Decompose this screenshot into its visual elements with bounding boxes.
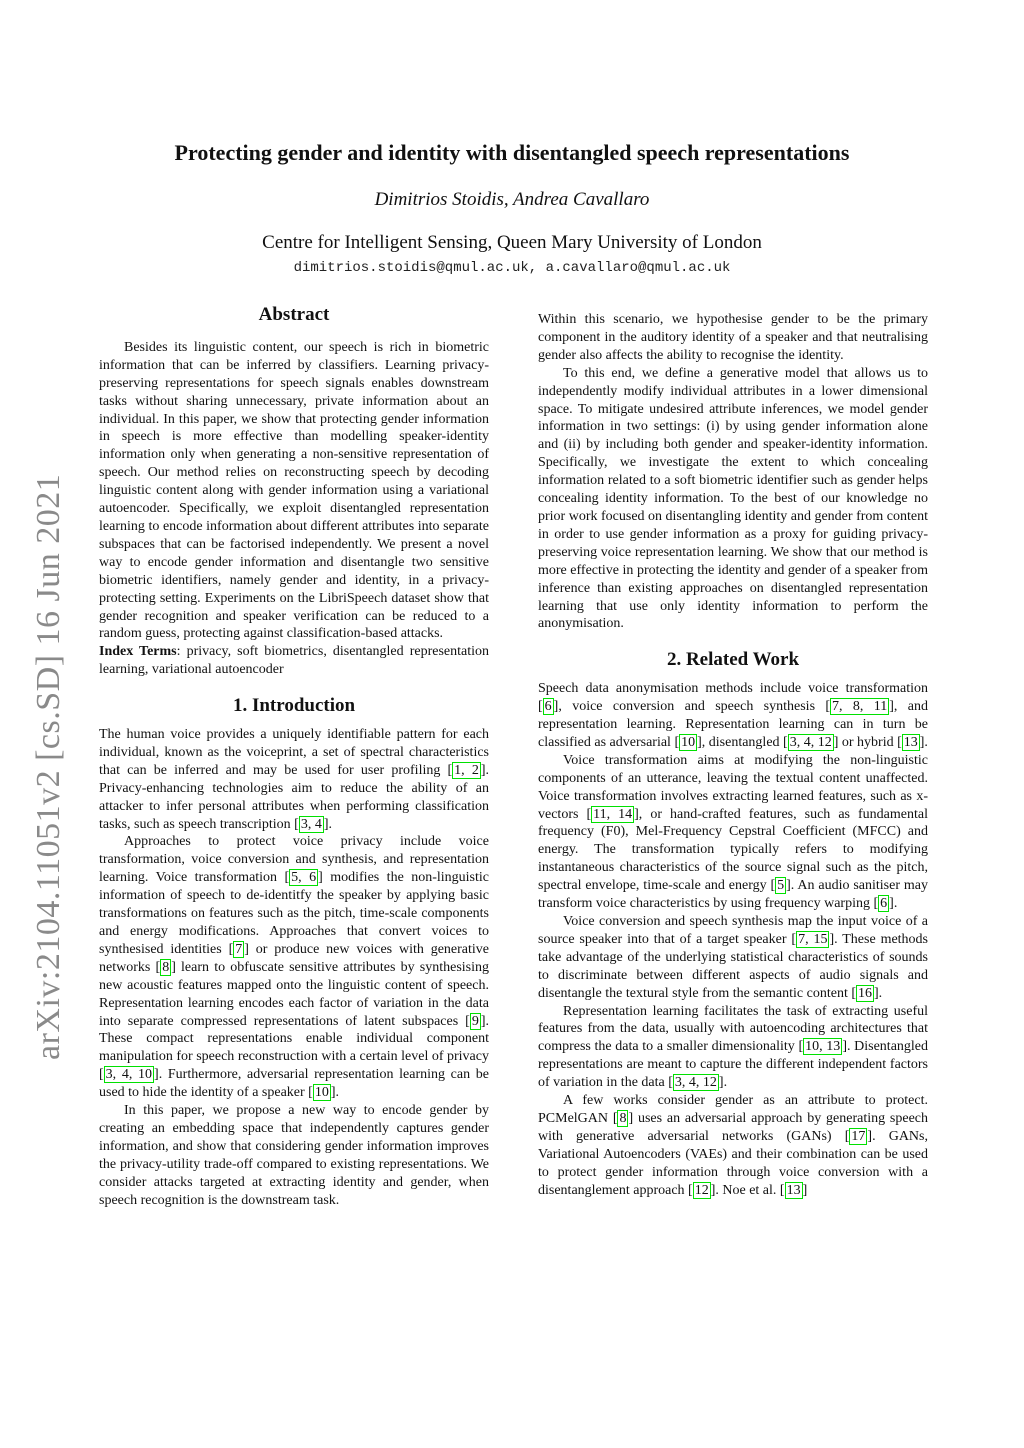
citation-link[interactable]: 5, 6 <box>291 870 317 886</box>
citation-link[interactable]: 16 <box>858 985 873 1001</box>
index-terms-text: : privacy, soft biometrics, disentangled representation learning, variational autoencoder <box>99 644 489 678</box>
citation-link[interactable]: 13 <box>786 1182 801 1198</box>
citation-link[interactable]: 10 <box>681 734 696 750</box>
citation-link[interactable]: 10 <box>314 1085 329 1101</box>
citation-link[interactable]: 11, 14 <box>593 806 633 822</box>
citation-link[interactable]: 7, 15 <box>798 931 828 947</box>
citation-link[interactable]: 9 <box>471 1013 479 1029</box>
related-paragraph-5: A few works consider gender as an attribute to protect. PCMelGAN [ 8 ] uses an adversarial approach by generating speech with generative adversarial networks (GANs) [ 17 ]. GANs, Variational Autoencoders (VAEs) and their combination can be used to protect gender information through voice conversion with a disentanglement approach [ 12 ]. Noe et al. [ 13 ] <box>538 1093 929 1198</box>
citation-link[interactable]: 13 <box>903 734 918 750</box>
citation-link[interactable]: 3, 4, 10 <box>105 1067 153 1083</box>
section-heading-related-work: 2. Related Work <box>666 649 800 671</box>
paper-affiliation: Centre for Intelligent Sensing, Queen Mary University of London <box>262 232 762 253</box>
section-heading-introduction: 1. Introduction <box>232 695 356 717</box>
citation-link[interactable]: 5 <box>777 878 785 894</box>
citation-link[interactable]: 3, 4 <box>300 816 322 832</box>
citation-link[interactable]: 6 <box>544 699 552 715</box>
abstract-heading: Abstract <box>258 304 330 325</box>
index-terms-label: Index Terms <box>99 644 177 660</box>
citation-link[interactable]: 10, 13 <box>805 1039 841 1055</box>
paper-authors: Dimitrios Stoidis, Andrea Cavallaro <box>374 189 650 210</box>
citation-link[interactable]: 6 <box>880 896 888 912</box>
paper-emails[interactable]: dimitrios.stoidis@qmul.ac.uk, a.cavallaro@qmul.ac.uk <box>293 260 731 276</box>
related-paragraph-4: Representation learning facilitates the task of extracting useful features from the data, usually with autoencoding architectures that compress the data to a smaller dimensionality [ 10, 13 ]. Disentangled representations are meant to capture the different independent factors of variation in the data [ 3, 4, 12 ]. <box>538 1003 929 1091</box>
citation-link[interactable]: 8 <box>162 959 170 975</box>
intro-paragraph-2: Approaches to protect voice privacy include voice transformation, voice conversion and synthesis, and representation learning. Voice transformation [ 5, 6 ] modifies the non-linguistic information of speech to de-identitfy the speaker by applying basic transformations on features such as the pitch, time-scale components and energy modifications. Approaches that convert voices to synthesised identities [ 7 ] or produce new voices with generative networks [ 8 ] learn to obfuscate sensitive attributes by synthesising new acoustic features mapped onto the linguistic content of speech. Representation learning encodes each factor of variation in the data into separate compressed representations of latent subspaces [ 9 ]. These compact representations enable individual component manipulation for speech reconstruction with a certain level of privacy [ 3, 4, 10 ]. Furthermore, adversarial representation learning can be used to hide the identity of a speaker [ 10 ]. <box>99 834 490 1101</box>
citation-link[interactable]: 17 <box>851 1128 866 1144</box>
intro-paragraph-1: The human voice provides a uniquely identifiable pattern for each individual, known as the voiceprint, a set of spectral characteristics that can be inferred and may be used for user profiling [ 1, 2 ]. Privacy-enhancing technologies aim to reduce the ability of an attacker to infer personal attributes when performing classification tasks, such as speech transcription [ 3, 4 ]. <box>99 727 490 832</box>
citation-link[interactable]: 8 <box>619 1110 627 1126</box>
abstract-text: Besides its linguistic content, our speech is rich in biometric information that can be inferred by classifiers. Learning privacy-preserving representations for speech signals enables downstream tasks without sharing unnecessary, private information about an individual. In this paper, we show that protecting gender information in speech is more effective than modelling speaker-identity information only when generating a non-sensitive representation of speech. Our method relies on reconstructing speech by decoding linguistic content along with gender information using a variational autoencoder. Specifically, we exploit disentangled representation learning to encode information about different attributes into separate subspaces that can be factorised independently. We present a novel way to encode gender information and disentangle two sensitive biometric identifiers, namely gender and identity, in a privacy-protecting setting. Experiments on the LibriSpeech dataset show that gender recognition and speaker verification can be reduced to a random guess, protecting against classification-based attacks. <box>99 339 489 642</box>
related-paragraph-2: Voice transformation aims at modifying the non-linguistic components of an utterance, leaving the textual content unaffected. Voice transformation involves extracting learned features, such as x-vectors [ 11, 14 ], or hand-crafted features, such as fundamental frequency (F0), Mel-Frequency Cepstral Coefficient (MFCC) and energy. The transformation typically refers to modifying instantaneous characteristics of the source signal such as the pitch, spectral envelope, time-scale and energy [ 5 ]. An audio sanitiser may transform voice characteristics by using frequency warping [ 6 ]. <box>538 752 928 912</box>
citation-link[interactable]: 7 <box>235 941 243 957</box>
related-paragraph-1: Speech data anonymisation methods include voice transformation [ 6 ], voice conversion and speech synthesis [ 7, 8, 11 ], and representation learning. Representation learning can in turn be classified as adversarial [ 10 ], disentangled [ 3, 4, 12 ] or hybrid [ 13 ]. <box>538 681 928 750</box>
arxiv-stamp: arXiv:2104.11051v2 [cs.SD] 16 Jun 2021 <box>30 473 67 1060</box>
citation-link[interactable]: 3, 4, 12 <box>789 734 832 750</box>
index-terms <box>99 643 489 679</box>
left-column <box>99 306 489 1210</box>
intro-paragraph-4: Within this scenario, we hypothesise gender to be the primary component in the auditory identity of a speaker and that neutralising gender also affects the ability to recognise the identity. <box>538 312 928 363</box>
intro-paragraph-5: To this end, we define a generative model that allows us to independently modify individual attributes in a lower dimensional space. To mitigate undesired attribute inferences, we model gender information in two settings: (i) by using gender information alone and (ii) by including both gender and speaker-identity information. Specifically, we investigate the extent to which concealing information related to a soft biometric identifier such as gender helps concealing identity information. To the best of our knowledge no prior work focused on disentangling identity and gender from content in order to use gender information as a proxy for guiding privacy-preserving voice representation learning. We show that our method is more effective in protecting the identity and gender of a speaker from inference than existing approaches on disentangled representation learning that use only identity information to perform the anonymisation. <box>538 365 928 632</box>
citation-link[interactable]: 12 <box>694 1182 709 1198</box>
paper-title: Protecting gender and identity with disentangled speech representations <box>174 140 850 165</box>
citation-link[interactable]: 7, 8, 11 <box>832 699 888 715</box>
related-paragraph-3: Voice conversion and speech synthesis map the input voice of a source speaker into that of a target speaker [ 7, 15 ]. These methods take advantage of the underlying statistical characteristics of sounds to discriminate between different aspects of audio signals and disentangle the textural style from the semantic content [ 16 ]. <box>538 914 929 1001</box>
right-column <box>538 311 928 1200</box>
citation-link[interactable]: 3, 4, 12 <box>674 1075 717 1091</box>
citation-link[interactable]: 1, 2 <box>454 762 479 778</box>
intro-paragraph-3: In this paper, we propose a new way to encode gender by creating an embedding space that independently captures gender information, and show that considering gender information improves the privacy-utility trade-off compared to existing representations. We consider attacks targeted at extracting identity and gender, when speech recognition is the downstream task. <box>99 1103 489 1208</box>
